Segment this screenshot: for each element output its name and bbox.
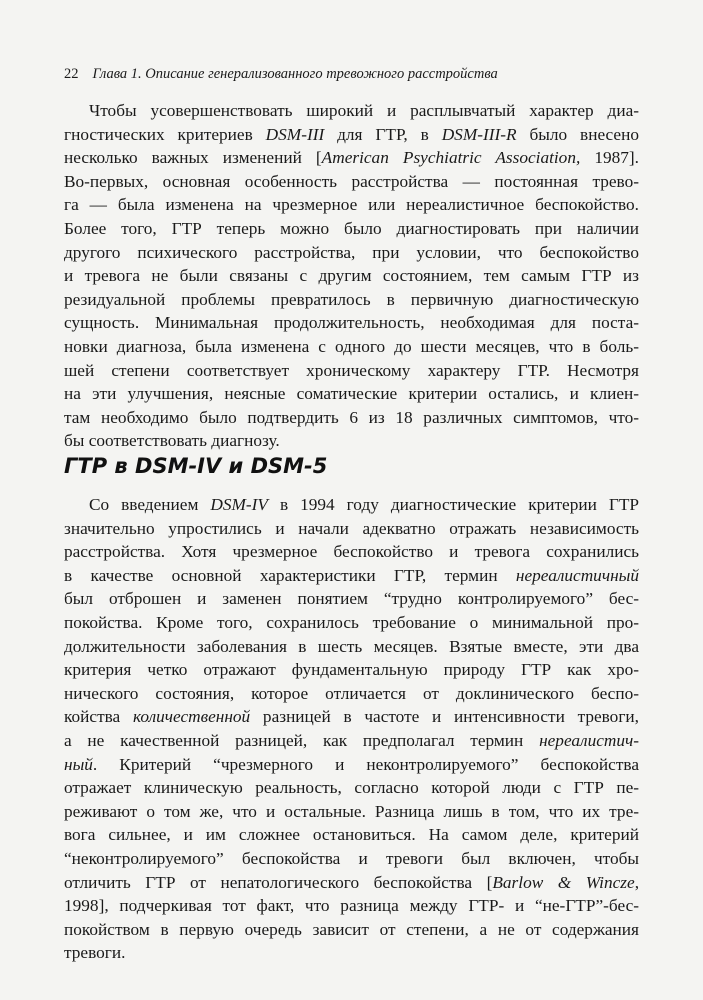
text-line xyxy=(64,847,639,871)
text-line xyxy=(64,264,639,288)
text-line xyxy=(64,217,639,241)
text-line xyxy=(64,406,639,430)
text-line xyxy=(64,800,639,824)
text-run: для ГТР, в xyxy=(324,124,442,144)
text-run: нического состояния, которое отличается от доклинического беспо- xyxy=(64,683,639,703)
text-run: , xyxy=(634,872,640,892)
text-line xyxy=(64,382,639,406)
text-run: сущность. Минимальная продолжительность, необходимая для поста- xyxy=(64,313,639,333)
text-line xyxy=(64,99,639,123)
text-line xyxy=(64,359,639,383)
text-line xyxy=(64,776,639,800)
text-line xyxy=(64,146,639,170)
text-run: отличить ГТР от непатологического беспокойства [ xyxy=(64,872,493,892)
italic-run: количественной xyxy=(132,707,251,727)
text-run: покойства. Кроме того, сохранилось требование о минимальной про- xyxy=(64,612,639,632)
text-run: койства xyxy=(64,707,133,727)
text-run: га — была изменена на чрезмерное или нереалистичное беспокойство. xyxy=(64,195,639,215)
text-line xyxy=(64,705,639,729)
text-line xyxy=(64,493,639,517)
running-head xyxy=(64,64,639,84)
text-run: шей степени соответствует хроническому характеру ГТР. Несмотря xyxy=(64,360,639,380)
text-run: покойством в первую очередь зависит от степени, а не от содержания xyxy=(64,919,639,939)
text-run: и тревога не были связаны с другим состоянием, тем самым ГТР из xyxy=(64,266,639,286)
text-run: там необходимо было подтвердить 6 из 18 различных симптомов, что- xyxy=(64,407,639,427)
italic-run: ный xyxy=(64,754,93,774)
text-line xyxy=(64,941,639,965)
text-line xyxy=(64,311,639,335)
text-run: резидуальной проблемы превратилось в первичную диагностическую xyxy=(64,289,639,309)
text-run: “неконтролируемого” беспокойства и тревоги был включен, чтобы xyxy=(64,848,639,868)
text-run: другого психического расстройства, при условии, что беспокойство xyxy=(64,242,639,262)
text-run: был отброшен и заменен понятием “трудно контролируемого” бес- xyxy=(64,589,639,609)
text-line xyxy=(64,658,639,682)
text-run: Во-первых, основная особенность расстройства — постоянная трево- xyxy=(64,171,639,191)
text-line xyxy=(64,123,639,147)
text-line xyxy=(64,611,639,635)
text-run: реживают о том же, что и остальные. Разница лишь в том, что их тре- xyxy=(64,801,639,821)
text-run: тревоги. xyxy=(64,943,126,963)
italic-run: нереалистичный xyxy=(515,565,639,585)
text-run: должительности заболевания в шесть месяцев. Взятые вместе, эти два xyxy=(64,636,639,656)
text-run: на эти улучшения, неясные соматические критерии остались, и клиен- xyxy=(64,384,639,404)
page-number: 22 xyxy=(64,66,79,82)
italic-run: DSM-III-R xyxy=(441,124,517,144)
text-line xyxy=(64,682,639,706)
text-line xyxy=(64,753,639,777)
text-run: отражает клиническую реальность, согласно которой люди с ГТР пе- xyxy=(64,778,639,798)
italic-run: DSM-III xyxy=(265,124,325,144)
text-run: . Критерий “чрезмерного и неконтролируемого” беспокойства xyxy=(92,754,639,774)
text-run: Чтобы усовершенствовать широкий и расплывчатый характер диа- xyxy=(89,101,639,120)
text-line xyxy=(64,729,639,753)
chapter-title: Глава 1. Описание генерализованного тревожного расстройства xyxy=(92,66,498,82)
text-run: 1998], подчеркивая тот факт, что разница между ГТР- и “не-ГТР”-бес- xyxy=(64,896,639,916)
text-run: гностических критериев xyxy=(64,124,266,144)
text-run: новки диагноза, была изменена с одного до шести месяцев, что в боль- xyxy=(64,336,639,356)
paragraph-dsm-iii-r xyxy=(64,99,639,453)
text-line xyxy=(64,429,639,453)
text-run: критерия четко отражают фундаментальную природу ГТР как хро- xyxy=(64,660,639,680)
text-run: значительно упростились и начали адекватно отражать независимость xyxy=(64,518,639,538)
text-run: Более того, ГТР теперь можно было диагностировать при наличии xyxy=(64,218,639,238)
text-line xyxy=(64,635,639,659)
italic-run: DSM-IV xyxy=(210,495,268,514)
text-run: разницей в частоте и интенсивности тревоги, xyxy=(250,707,639,727)
text-run: а не качественной разницей, как предполагал термин xyxy=(64,730,540,750)
text-run: вога сильнее, и им сложнее остановиться. На самом деле, критерий xyxy=(64,825,639,845)
text-run: расстройства. Хотя чрезмерное беспокойство и тревога сохранились xyxy=(64,542,639,562)
italic-run: American Psychiatric Association, xyxy=(321,148,581,168)
text-line xyxy=(64,823,639,847)
text-line xyxy=(64,587,639,611)
text-line xyxy=(64,540,639,564)
text-line xyxy=(64,241,639,265)
text-run: было внесено xyxy=(516,124,639,144)
text-run: Со введением xyxy=(89,495,211,514)
text-line xyxy=(64,894,639,918)
paragraph-dsm-iv-dsm-5 xyxy=(64,493,639,965)
text-line xyxy=(64,564,639,588)
text-run: несколько важных изменений [ xyxy=(64,148,322,168)
section-heading: ГТР в DSM-IV и DSM-5 xyxy=(64,454,328,478)
text-line xyxy=(64,335,639,359)
text-line xyxy=(64,517,639,541)
italic-run: Barlow & Wincze xyxy=(492,872,635,892)
text-line xyxy=(64,288,639,312)
text-line xyxy=(64,170,639,194)
text-line xyxy=(64,918,639,942)
text-run: в 1994 году диагностические критерии ГТР xyxy=(267,495,639,514)
italic-run: нереалистич- xyxy=(539,730,639,750)
text-line xyxy=(64,193,639,217)
text-line xyxy=(64,871,639,895)
text-run: в качестве основной характеристики ГТР, термин xyxy=(64,565,516,585)
text-run: 1987]. xyxy=(580,148,639,168)
text-run: бы соответствовать диагнозу. xyxy=(64,431,280,451)
